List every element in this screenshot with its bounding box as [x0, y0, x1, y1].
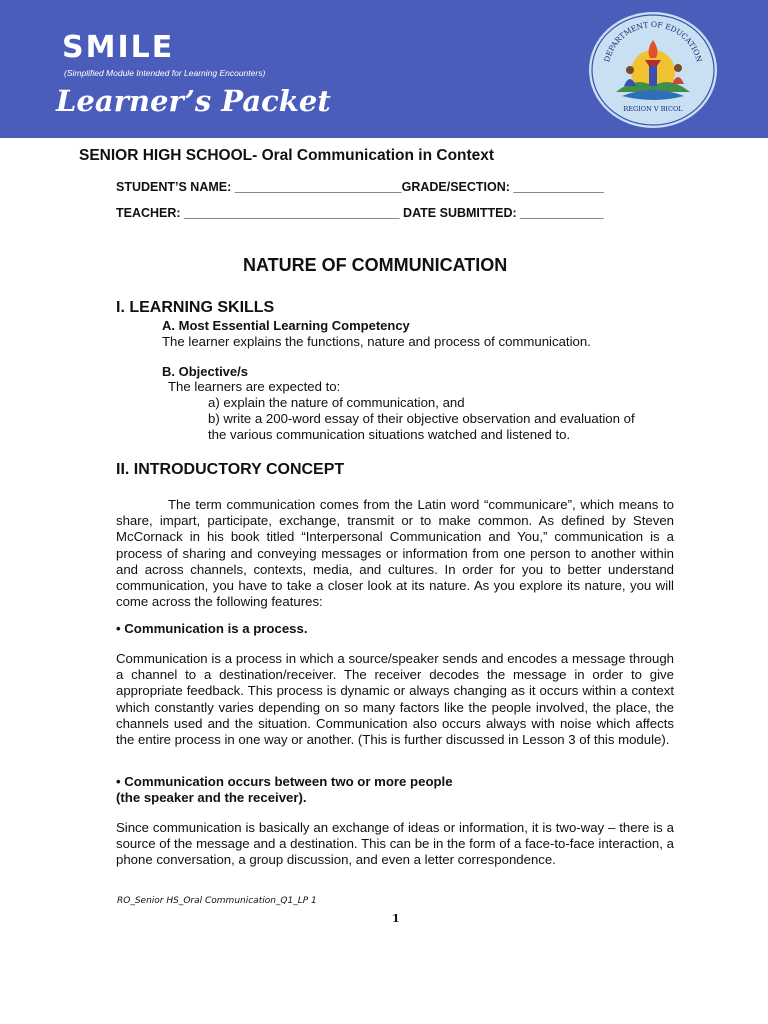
bullet-two-or-more-people: • Communication occurs between two or more people	[116, 774, 453, 789]
seal-top-text: DEPARTMENT OF EDUCATION	[602, 19, 704, 64]
bullet-two-or-more-people-cont: (the speaker and the receiver).	[116, 790, 307, 805]
intro-paragraph: The term communication comes from the Latin word “communicare”, which means to share, impart, participate, exchange, transmit or to make common. As defined by Steven McCornack in his book titled “Interpersonal Communication and You,” communication is a process of sharing and conveying messages or information from one person to another within and across channels, contexts, media, and cultures. In order for you to better understand communication, you have to take a closer look at its nature. As you explore its nature, you will come across the following features:	[116, 497, 674, 610]
teacher-line: TEACHER: _______________________________ DATE SUBMITTED: ____________	[116, 206, 604, 220]
objective-item-b-cont: the various communication situations watched and listened to.	[208, 427, 571, 442]
page-number: 1	[392, 912, 400, 925]
section-heading-introductory-concept: II. INTRODUCTORY CONCEPT	[116, 461, 345, 478]
objectives-heading: B. Objective/s	[162, 364, 248, 379]
section-heading-learning-skills: I. LEARNING SKILLS	[116, 299, 275, 316]
competency-heading: A. Most Essential Learning Competency	[162, 318, 410, 333]
two-way-paragraph: Since communication is basically an exchange of ideas or information, it is two-way – there is a source of the message and a destination. This can be in the form of a face-to-face interaction, a phone conversation, a group discussion, and even a letter correspondence.	[116, 820, 674, 868]
bullet-communication-process: • Communication is a process.	[116, 621, 308, 636]
competency-text: The learner explains the functions, nature and process of communication.	[162, 334, 591, 349]
seal-bottom-text: REGION V BICOL	[623, 105, 683, 113]
smile-subtitle: (Simplified Module Intended for Learning Encounters)	[64, 68, 266, 78]
footer-code: RO_Senior HS_Oral Communication_Q1_LP 1	[117, 896, 317, 906]
process-paragraph: Communication is a process in which a source/speaker sends and encodes a message through a channel to a destination/receiver. The receiver decodes the message in order to give appropriate feedback. This process is dynamic or always changing as it occurs within a context which constantly varies depending on so many factors like the people involved, the place, the channels used and the situation. Communication also occurs always with noise which affects the entire process in one way or another. (This is further discussed in Lesson 3 of this module).	[116, 651, 674, 748]
objective-item-a: a) explain the nature of communication, and	[208, 395, 465, 410]
objectives-intro: The learners are expected to:	[168, 379, 341, 394]
deped-seal-logo	[586, 10, 720, 130]
objective-item-b: b) write a 200-word essay of their objective observation and evaluation of	[208, 411, 635, 426]
learners-packet-label: Learner’s Packet	[56, 84, 331, 118]
course-title: SENIOR HIGH SCHOOL- Oral Communication in Context	[79, 147, 495, 164]
header-banner	[0, 0, 768, 138]
smile-title: SMILE	[62, 30, 175, 65]
page-title: NATURE OF COMMUNICATION	[243, 255, 508, 275]
student-name-line: STUDENT’S NAME: ________________________GRADE/SECTION: _____________	[116, 180, 604, 194]
